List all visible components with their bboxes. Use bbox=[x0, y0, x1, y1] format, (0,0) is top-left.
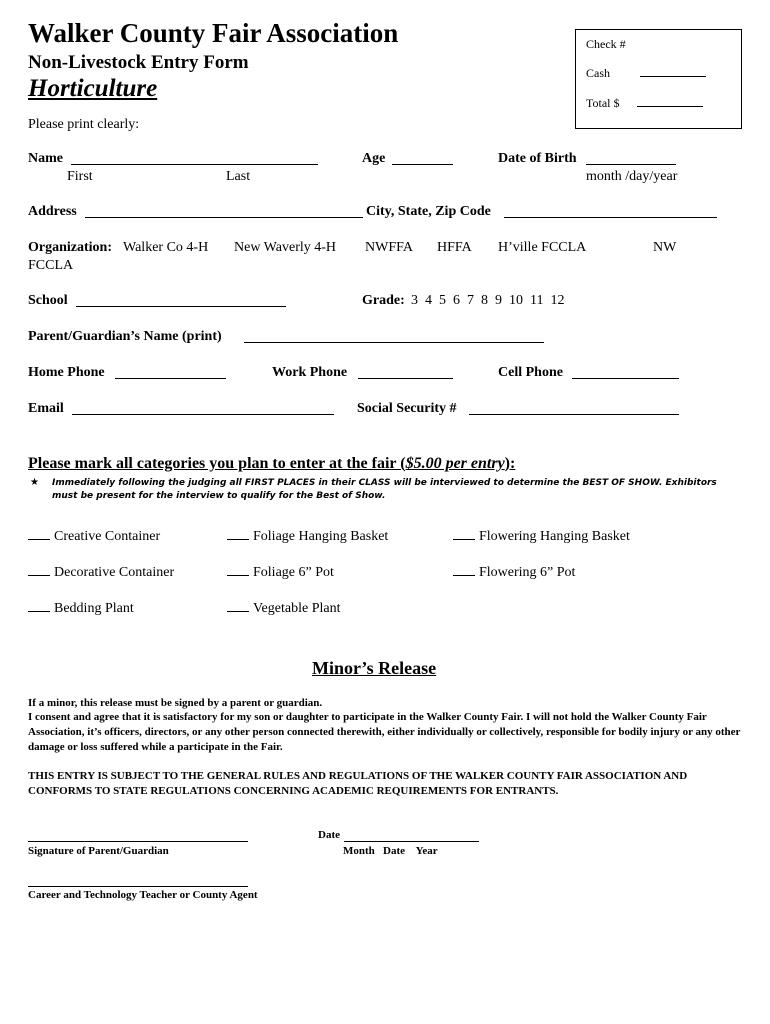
category-label: Flowering Hanging Basket bbox=[479, 529, 630, 544]
dob-field[interactable] bbox=[586, 164, 676, 165]
school-field[interactable] bbox=[76, 306, 286, 307]
checkbox-blank[interactable] bbox=[227, 600, 249, 612]
categories-heading-price: $5.00 per entry bbox=[405, 455, 505, 472]
home-phone-field[interactable] bbox=[115, 378, 226, 379]
check-label: Check # bbox=[586, 37, 626, 51]
grade-options[interactable]: 3 4 5 6 7 8 9 10 11 12 bbox=[411, 293, 565, 308]
cell-phone-label: Cell Phone bbox=[498, 365, 563, 380]
work-phone-label: Work Phone bbox=[272, 365, 348, 380]
first-label: First bbox=[67, 169, 93, 184]
checkbox-blank[interactable] bbox=[28, 564, 50, 576]
age-label: Age bbox=[362, 151, 386, 166]
address-label: Address bbox=[28, 204, 77, 219]
checkbox-blank[interactable] bbox=[28, 528, 50, 540]
release-consent: I consent and agree that it is satisfactory for my son or daughter to participate in the Walker County Fair. I will not hold the Walker County Fair Association, it’s officers, directors, or any other person connected therewith, either individually or collectively, responsible for bodily injury or any other damage or loss suffered while a participate in the Fair. bbox=[28, 711, 741, 753]
date-field[interactable] bbox=[344, 841, 479, 842]
teacher-signature-label: Career and Technology Teacher or County Agent bbox=[28, 889, 258, 901]
ssn-field[interactable] bbox=[469, 414, 679, 415]
org-option-fccla-wrap[interactable]: FCCLA bbox=[28, 258, 74, 273]
category-option-flowering-6-pot[interactable] bbox=[453, 564, 575, 581]
best-of-show-note: Immediately following the judging all FIRST PLACES in their CLASS will be interviewed to determine the BEST OF SHOW. Exhibitors must be present for the interview to qualify for the Best of Show. bbox=[52, 478, 717, 501]
email-field[interactable] bbox=[72, 414, 334, 415]
date-label: Date bbox=[318, 829, 340, 841]
form-subtitle: Non-Livestock Entry Form bbox=[28, 52, 249, 73]
checkbox-blank[interactable] bbox=[28, 600, 50, 612]
category-label: Foliage 6” Pot bbox=[253, 565, 334, 580]
category-label: Flowering 6” Pot bbox=[479, 565, 576, 580]
grade-label: Grade: bbox=[362, 293, 405, 308]
teacher-signature-field[interactable] bbox=[28, 886, 248, 887]
dob-hint: month /day/year bbox=[586, 169, 678, 184]
release-intro: If a minor, this release must be signed by a parent or guardian. bbox=[28, 697, 323, 709]
category-option-vegetable-plant[interactable] bbox=[227, 600, 340, 617]
category-option-flowering-hanging-basket[interactable] bbox=[453, 528, 630, 545]
minors-release-heading: Minor’s Release bbox=[312, 658, 437, 678]
work-phone-field[interactable] bbox=[358, 378, 453, 379]
checkbox-blank[interactable] bbox=[227, 528, 249, 540]
star-icon: ★ bbox=[30, 477, 39, 488]
org-option-nwffa[interactable]: NWFFA bbox=[365, 240, 413, 255]
parent-signature-field[interactable] bbox=[28, 841, 248, 842]
category-label: Vegetable Plant bbox=[253, 601, 341, 616]
age-field[interactable] bbox=[392, 164, 453, 165]
checkbox-blank[interactable] bbox=[227, 564, 249, 576]
category-option-creative-container[interactable] bbox=[28, 528, 160, 545]
date-hint: Month Date Year bbox=[343, 845, 438, 857]
home-phone-label: Home Phone bbox=[28, 365, 105, 380]
last-label: Last bbox=[226, 169, 251, 184]
school-label: School bbox=[28, 293, 68, 308]
form-title: Walker County Fair Association bbox=[28, 18, 399, 48]
category-label: Decorative Container bbox=[54, 565, 175, 580]
org-option-hffa[interactable]: HFFA bbox=[437, 240, 472, 255]
address-field[interactable] bbox=[85, 217, 363, 218]
payment-box bbox=[575, 29, 742, 129]
cash-label: Cash bbox=[586, 66, 610, 80]
checkbox-blank[interactable] bbox=[453, 528, 475, 540]
category-option-foliage-hanging-basket[interactable] bbox=[227, 528, 388, 545]
guardian-label: Parent/Guardian’s Name (print) bbox=[28, 329, 222, 344]
dob-label: Date of Birth bbox=[498, 151, 577, 166]
form-category: Horticulture bbox=[28, 75, 158, 102]
cell-phone-field[interactable] bbox=[572, 378, 679, 379]
city-label: City, State, Zip Code bbox=[366, 204, 491, 219]
name-field[interactable] bbox=[71, 164, 318, 165]
ssn-label: Social Security # bbox=[357, 401, 457, 416]
category-label: Creative Container bbox=[54, 529, 161, 544]
category-label: Bedding Plant bbox=[54, 601, 134, 616]
category-option-bedding-plant[interactable] bbox=[28, 600, 134, 617]
parent-signature-label: Signature of Parent/Guardian bbox=[28, 845, 169, 857]
category-option-decorative-container[interactable] bbox=[28, 564, 174, 581]
categories-heading-post: ): bbox=[504, 455, 516, 472]
organization-label: Organization: bbox=[28, 240, 112, 255]
category-option-foliage-6-pot[interactable] bbox=[227, 564, 334, 581]
org-option-walker-4h[interactable]: Walker Co 4-H bbox=[123, 240, 209, 255]
org-option-nw[interactable]: NW bbox=[653, 240, 677, 255]
guardian-field[interactable] bbox=[244, 342, 544, 343]
total-label: Total $ bbox=[586, 96, 620, 110]
release-rules: THIS ENTRY IS SUBJECT TO THE GENERAL RULES AND REGULATIONS OF THE WALKER COUNTY FAIR ASSOCIATION AND CONFORMS TO STATE REGULATIONS CONCERNING ACADEMIC REQUIREMENTS FOR ENTRANTS. bbox=[28, 770, 688, 797]
city-field[interactable] bbox=[504, 217, 717, 218]
total-field[interactable] bbox=[637, 106, 703, 107]
category-label: Foliage Hanging Basket bbox=[253, 529, 389, 544]
print-note: Please print clearly: bbox=[28, 117, 140, 132]
name-label: Name bbox=[28, 151, 63, 166]
cash-field[interactable] bbox=[640, 76, 706, 77]
email-label: Email bbox=[28, 401, 64, 416]
org-option-hville-fccla[interactable]: H’ville FCCLA bbox=[498, 240, 587, 255]
categories-heading-pre: Please mark all categories you plan to enter at the fair ( bbox=[28, 455, 406, 472]
checkbox-blank[interactable] bbox=[453, 564, 475, 576]
org-option-new-waverly-4h[interactable]: New Waverly 4-H bbox=[234, 240, 337, 255]
categories-heading bbox=[28, 455, 515, 473]
